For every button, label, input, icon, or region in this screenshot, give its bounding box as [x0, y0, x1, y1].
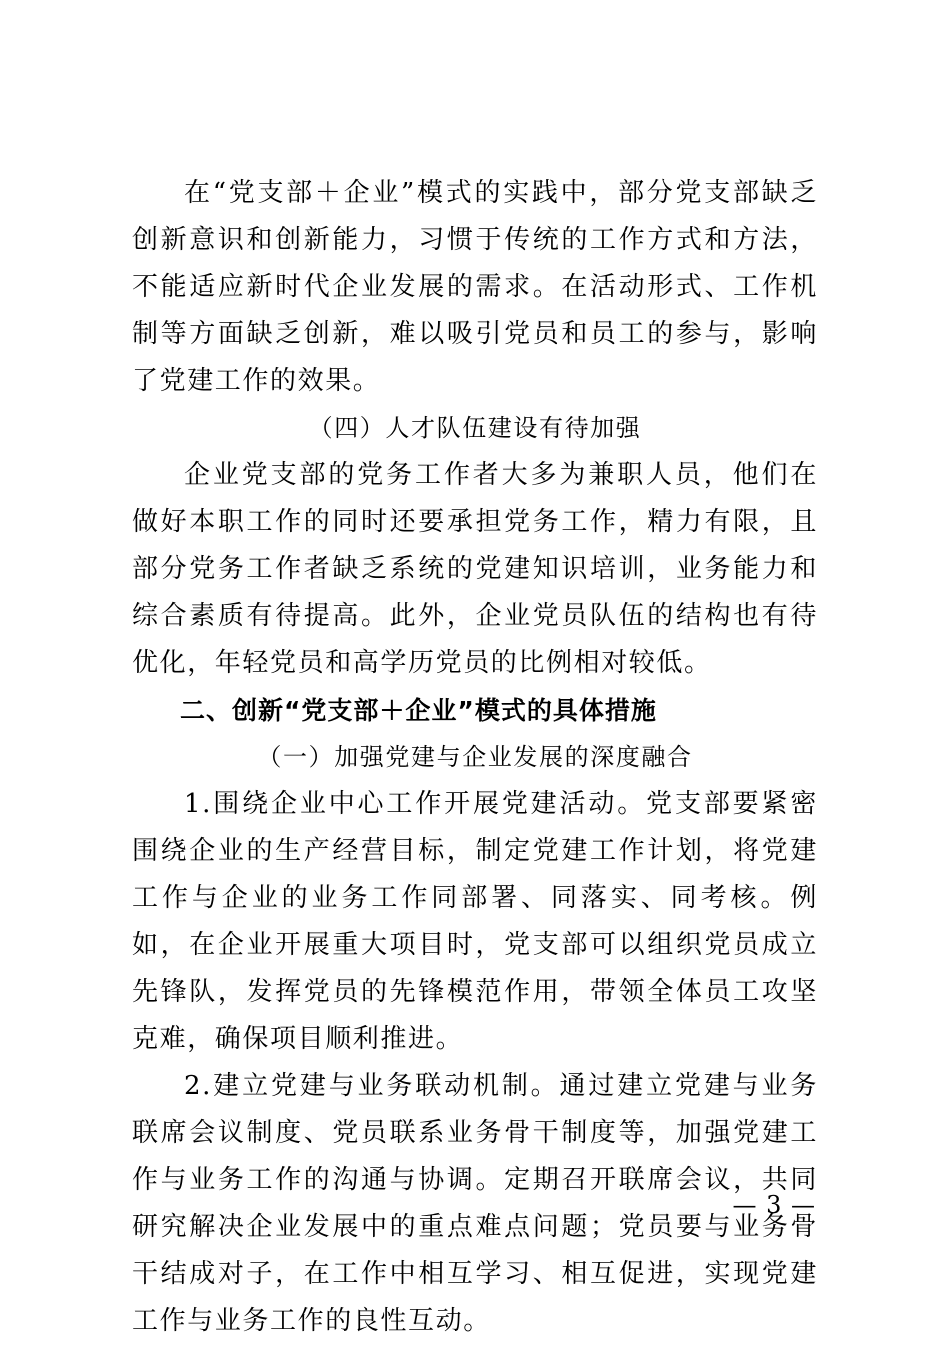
paragraph-innovation-lacking: 在“党支部＋企业”模式的实践中，部分党支部缺乏创新意识和创新能力，习惯于传统的工作方式和方法，不能适应新时代企业发展的需求。在活动形式、工作机制等方面缺乏创新，难以吸引党员和员工的参与，影响了党建工作的效果。: [132, 178, 818, 396]
subheading-talent-team: （四）人才队伍建设有待加强: [308, 414, 642, 442]
paragraph-measure-1: 1.围绕企业中心工作开展党建活动。党支部要紧密围绕企业的生产经营目标，制定党建工作计划，将党建工作与企业的业务工作同部署、同落实、同考核。例如，在企业开展重大项目时，党支部可以组织党员成立先锋队，发挥党员的先锋模范作用，带领全体员工攻坚克难，确保项目顺利推进。: [132, 789, 818, 1054]
paragraph-measure-2: 2.建立党建与业务联动机制。通过建立党建与业务联席会议制度、党员联系业务骨干制度等，加强党建工作与业务工作的沟通与协调。定期召开联席会议，共同研究解决企业发展中的重点难点问题；党员要与业务骨干结成对子，在工作中相互学习、相互促进，实现党建工作与业务工作的良性互动。: [132, 1071, 818, 1336]
page-number: — 3 —: [732, 1191, 816, 1219]
document-body: [132, 170, 818, 1345]
subheading-deep-integration: （一）加强党建与企业发展的深度融合: [257, 743, 693, 771]
section-heading-measures: 二、创新“党支部＋企业”模式的具体措施: [180, 696, 657, 725]
paragraph-talent-team: 企业党支部的党务工作者大多为兼职人员，他们在做好本职工作的同时还要承担党务工作，精力有限，且部分党务工作者缺乏系统的党建知识培训，业务能力和综合素质有待提高。此外，企业党员队伍的结构也有待优化，年轻党员和高学历党员的比例相对较低。: [132, 460, 818, 678]
